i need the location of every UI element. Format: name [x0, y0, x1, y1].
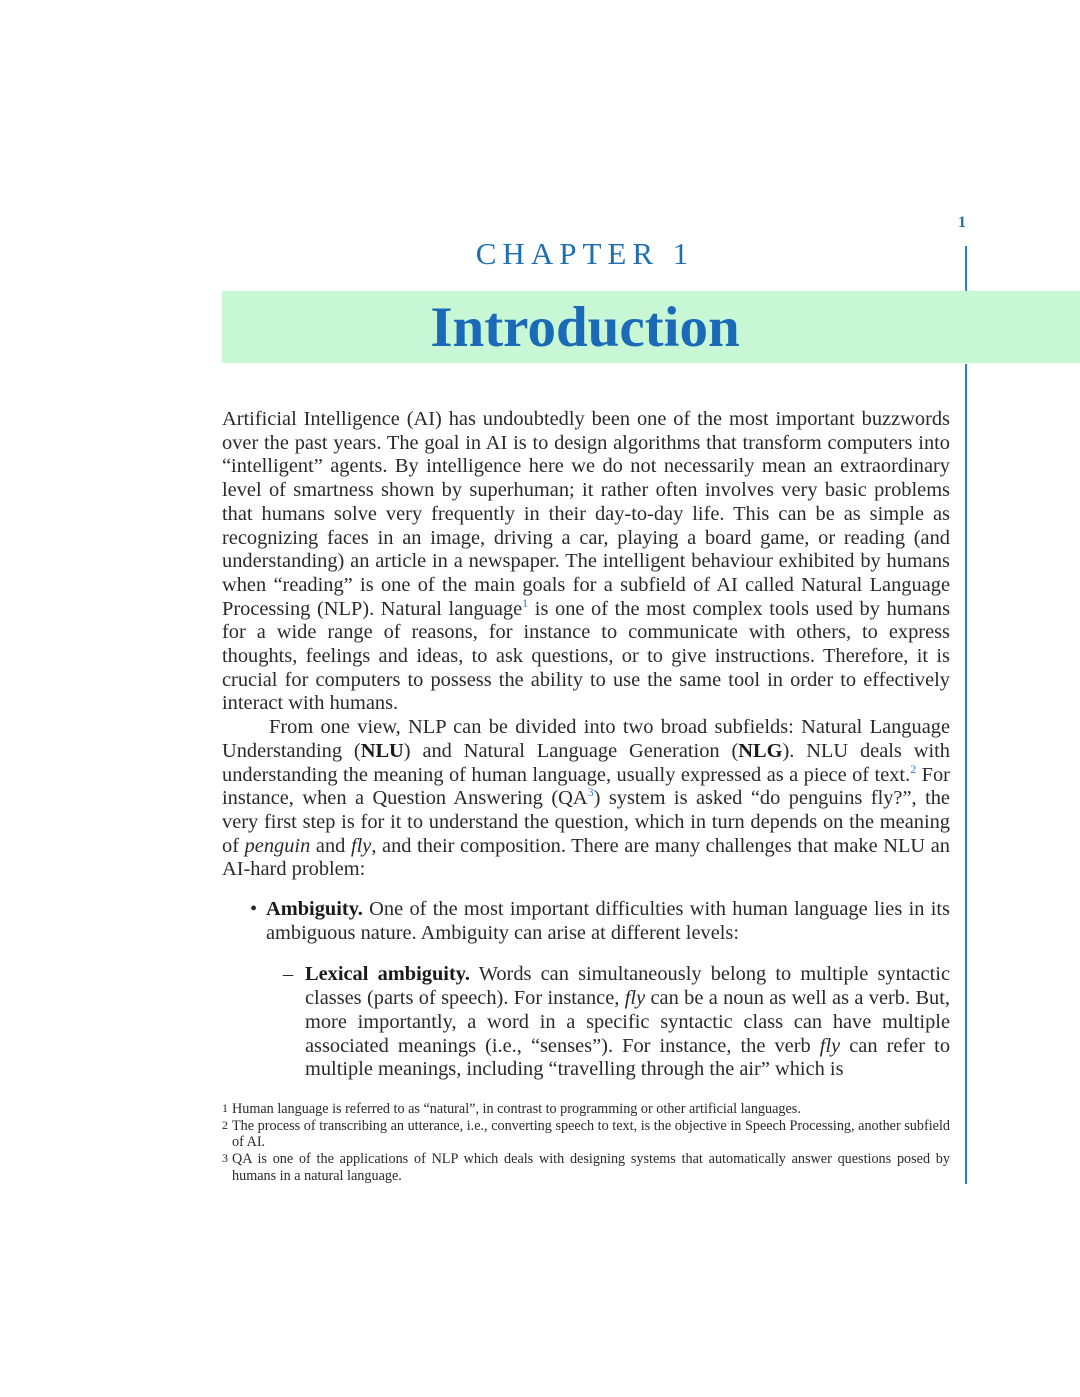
chapter-title: Introduction: [430, 296, 740, 359]
term-penguin: penguin: [244, 834, 311, 857]
term-nlg: NLG: [738, 739, 783, 762]
footnote-2: 2 The process of transcribing an utterance, i.e., converting speech to text, is the objective in Speech Processing, another subfield of AI.: [222, 1117, 950, 1151]
margin-rule-top: [965, 246, 967, 292]
footnotes: [222, 1101, 950, 1185]
footnote-ref-3[interactable]: 3: [587, 785, 594, 800]
page-number: 1: [958, 214, 966, 231]
term-lexical-ambiguity: Lexical ambiguity.: [305, 963, 470, 986]
chapter-label: CHAPTER 1: [475, 236, 695, 271]
footnote-ref-2[interactable]: 2: [910, 761, 917, 776]
footnote-3: 3 QA is one of the applications of NLP which deals with designing systems that automatically answer questions posed by humans in a natural language.: [222, 1151, 950, 1184]
margin-rule-bottom: [965, 364, 967, 1184]
paragraph-nlu: From one view, NLP can be divided into two broad subfields: Natural Language Understanding (NLU) and Natural Language Generation (NLG). NLU deals with understanding the meaning of human language, usually expressed as a piece of text.$^2$ For instance, when a Question Answering $(QA^3)$ system is asked “do penguins fly?”, the very first step is for it to understand the question, which in turn depends on the meaning of penguin and fly, and their composition. There are many challenges that make NLU an AI-hard problem:: [222, 716, 951, 881]
list-item-lexical-ambiguity: – Lexical ambiguity. Words can simultaneously belong to multiple syntactic classes (parts of speech). For instance, fly can be a noun as well as a verb. But, more importantly, a word in a specific syntactic class can have multiple associated meanings (i.e., “senses”). For instance, the verb fly can refer to multiple meanings, including “travelling through the air” which is: [283, 963, 951, 1081]
paragraph-intro: Artificial Intelligence (AI) has undoubtedly been one of the most important buzzwords over the past years. The goal in AI is to design algorithms that transform computers into “intelligent” agents. By intelligence here we do not necessarily mean an extraordinary level of smartness shown by superhuman; it rather often involves very basic problems that humans solve very frequently in their day-to-day life. This can be as simple as recognizing faces in an image, driving a car, playing a board game, or reading (and understanding) an article in a newspaper. The intelligent behaviour exhibited by humans when “reading” is one of the main goals for a subfield of AI called Natural Language Processing (NLP). Natural language$^1$ is one of the most complex tools used by humans for a wide range of reasons, for instance to communicate with others, to express thoughts, feelings and ideas, to ask questions, or to give instructions. Therefore, it is crucial for computers to possess the ability to use the same tool in order to effectively interact with humans.: [222, 408, 950, 715]
body-text: [222, 408, 950, 1082]
footnote-ref-1[interactable]: 1: [522, 595, 529, 610]
term-fly: fly: [819, 1034, 841, 1057]
term-fly: fly: [350, 834, 372, 857]
term-nlu: NLU: [360, 739, 404, 762]
term-fly: fly: [624, 987, 646, 1010]
term-ambiguity: Ambiguity.: [266, 898, 363, 921]
dash-marker: –: [283, 963, 294, 986]
footnote-1: 1 Human language is referred to as “natural”, in contrast to programming or other artificial languages.: [222, 1101, 801, 1117]
bullet-list: [222, 898, 950, 945]
list-item-ambiguity: • Ambiguity. One of the most important difficulties with human language lies in its ambiguous nature. Ambiguity can arise at different levels:: [250, 898, 950, 944]
bullet-marker: •: [250, 898, 258, 921]
